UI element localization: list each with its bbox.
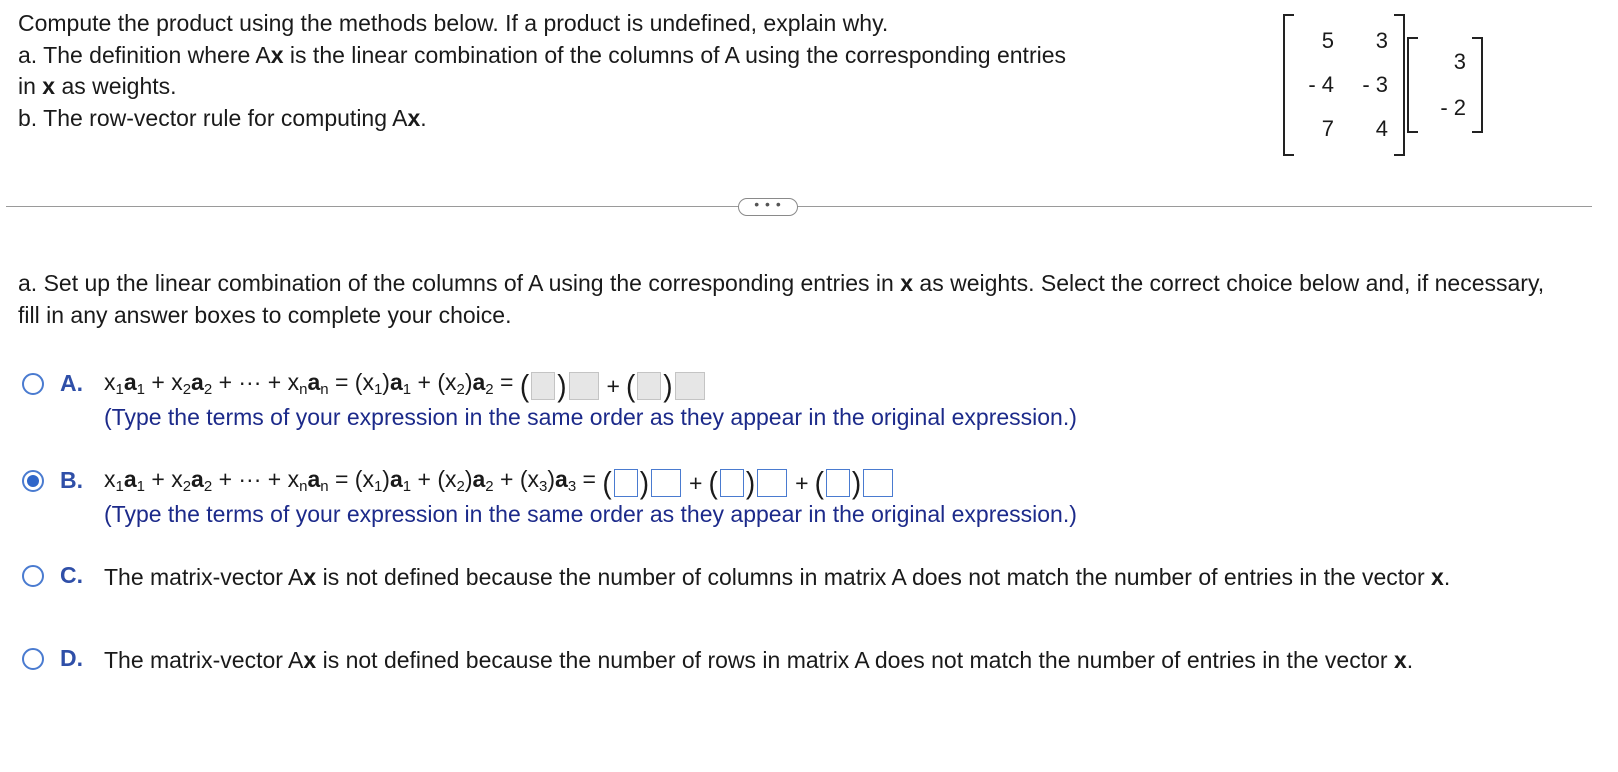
answer-box-weight-3[interactable]	[826, 469, 850, 497]
choice-letter: A.	[60, 370, 83, 396]
vector-cell: 3	[1453, 49, 1466, 74]
problem-line-4: b. The row-vector rule for computing Ax.	[18, 104, 427, 131]
choice-c-text: The matrix-vector Ax is not defined because the number of columns in matrix A does not match the number of entries in the vector x.	[104, 564, 1451, 590]
vector-bracket-right	[1472, 37, 1483, 133]
radio-choice-b[interactable]	[22, 470, 44, 492]
matrix-cell: 4	[1375, 116, 1388, 141]
problem-statement	[18, 8, 1238, 134]
show-more-button[interactable]: • • •	[738, 198, 798, 216]
answer-box-vector-3[interactable]	[863, 469, 893, 497]
matrix-product-display	[1283, 14, 1483, 156]
answer-box-vector-2[interactable]	[757, 469, 787, 497]
choice-a-expression: $x_1a_1 + x_2a_2$ + ··· + $x_na_n = (x_1)a_1 + (x_2)a_2$ = ( ) + ( )	[104, 370, 1544, 402]
answer-box-weight-2[interactable]	[637, 372, 661, 400]
matrix-cell: 3	[1375, 28, 1388, 53]
vector-x	[1407, 37, 1483, 133]
section-divider	[6, 206, 1592, 207]
answer-box-weight-2[interactable]	[720, 469, 744, 497]
choice-b-hint: (Type the terms of your expression in the same order as they appear in the original expression.)	[104, 501, 1077, 527]
choice-c[interactable]	[22, 562, 1582, 628]
choice-b[interactable]	[22, 467, 1582, 547]
vector-bracket-left	[1407, 37, 1418, 133]
choice-a-hint: (Type the terms of your expression in the same order as they appear in the original expression.)	[104, 404, 1077, 430]
part-a-instructions: a. Set up the linear combination of the columns of A using the corresponding entries in x as weights. Select the correct choice below and, if necessary, fill in any answer boxes to complete your choice.	[18, 270, 1545, 328]
matrix-cell: - 3	[1362, 72, 1388, 97]
choice-d[interactable]	[22, 645, 1582, 711]
matrix-bracket-right	[1394, 14, 1405, 156]
radio-choice-d[interactable]	[22, 648, 44, 670]
matrix-cell: - 4	[1308, 72, 1334, 97]
problem-line-1: Compute the product using the methods below. If a product is undefined, explain why.	[18, 10, 889, 36]
matrix-a	[1283, 14, 1405, 156]
answer-box-weight-1[interactable]	[531, 372, 555, 400]
matrix-cell: 5	[1321, 28, 1334, 53]
matrix-cell: 7	[1321, 116, 1334, 141]
choice-letter: D.	[60, 645, 83, 671]
answer-box-weight-1[interactable]	[614, 469, 638, 497]
matrix-bracket-left	[1283, 14, 1294, 156]
radio-choice-a[interactable]	[22, 373, 44, 395]
problem-line-3: in x as weights.	[18, 73, 177, 99]
choice-b-expression: $x_1a_1 + x_2a_2$ + ··· + $x_na_n = (x_1)a_1 + (x_2)a_2 + (x_3)a_3$ = ( ) + ( ) + ( )	[104, 467, 1544, 499]
choice-letter: C.	[60, 562, 83, 588]
choice-a[interactable]	[22, 370, 1582, 450]
vector-cell: - 2	[1440, 95, 1466, 120]
problem-line-2: a. The definition where Ax is the linear combination of the columns of A using the corresponding entries	[18, 41, 1067, 68]
answer-box-vector-1[interactable]	[569, 372, 599, 400]
choice-d-text: The matrix-vector Ax is not defined because the number of rows in matrix A does not match the number of entries in the vector x.	[104, 647, 1414, 673]
answer-box-vector-2[interactable]	[675, 372, 705, 400]
radio-choice-c[interactable]	[22, 565, 44, 587]
answer-box-vector-1[interactable]	[651, 469, 681, 497]
choice-letter: B.	[60, 467, 83, 493]
